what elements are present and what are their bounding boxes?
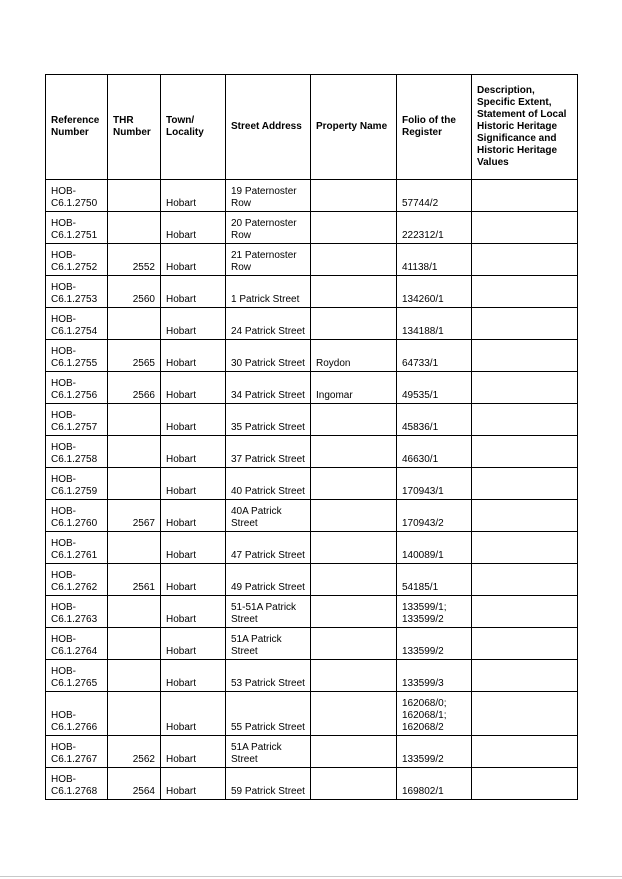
cell-description [472, 180, 578, 212]
cell-town-locality: Hobart [161, 276, 226, 308]
cell-description [472, 436, 578, 468]
table-body [46, 180, 578, 800]
table-row [46, 404, 578, 436]
table-row [46, 276, 578, 308]
cell-reference-number: HOB-C6.1.2758 [46, 436, 108, 468]
cell-property-name [311, 768, 397, 800]
cell-folio: 162068/0; 162068/1; 162068/2 [397, 692, 472, 736]
cell-thr-number: 2564 [108, 768, 161, 800]
cell-folio: 170943/1 [397, 468, 472, 500]
cell-thr-number [108, 596, 161, 628]
cell-property-name [311, 628, 397, 660]
table-row [46, 500, 578, 532]
cell-folio: 134188/1 [397, 308, 472, 340]
table-row [46, 628, 578, 660]
table-row [46, 596, 578, 628]
cell-property-name [311, 180, 397, 212]
cell-town-locality: Hobart [161, 340, 226, 372]
table-row [46, 532, 578, 564]
cell-street-address: 35 Patrick Street [226, 404, 311, 436]
cell-folio: 133599/2 [397, 628, 472, 660]
cell-property-name [311, 692, 397, 736]
cell-street-address: 40 Patrick Street [226, 468, 311, 500]
page-bottom-rule [0, 876, 622, 877]
cell-property-name [311, 736, 397, 768]
cell-street-address: 55 Patrick Street [226, 692, 311, 736]
cell-street-address: 37 Patrick Street [226, 436, 311, 468]
cell-town-locality: Hobart [161, 660, 226, 692]
cell-description [472, 308, 578, 340]
table-row [46, 564, 578, 596]
header-reference-number: Reference Number [46, 75, 108, 180]
cell-reference-number: HOB-C6.1.2750 [46, 180, 108, 212]
table-row [46, 692, 578, 736]
cell-thr-number [108, 660, 161, 692]
header-town-locality: Town/ Locality [161, 75, 226, 180]
cell-town-locality: Hobart [161, 692, 226, 736]
table-row [46, 244, 578, 276]
cell-town-locality: Hobart [161, 308, 226, 340]
cell-reference-number: HOB-C6.1.2765 [46, 660, 108, 692]
cell-description [472, 212, 578, 244]
cell-property-name [311, 244, 397, 276]
header-property-name: Property Name [311, 75, 397, 180]
table-row [46, 212, 578, 244]
cell-property-name [311, 532, 397, 564]
table-row [46, 308, 578, 340]
header-description: Description, Specific Extent, Statement of Local Historic Heritage Significance and Historic Heritage Values [472, 75, 578, 180]
cell-street-address: 30 Patrick Street [226, 340, 311, 372]
header-thr-number: THR Number [108, 75, 161, 180]
cell-description [472, 244, 578, 276]
cell-street-address: 51-51A Patrick Street [226, 596, 311, 628]
cell-thr-number [108, 532, 161, 564]
cell-folio: 45836/1 [397, 404, 472, 436]
cell-street-address: 34 Patrick Street [226, 372, 311, 404]
cell-reference-number: HOB-C6.1.2768 [46, 768, 108, 800]
cell-description [472, 692, 578, 736]
cell-reference-number: HOB-C6.1.2761 [46, 532, 108, 564]
cell-folio: 170943/2 [397, 500, 472, 532]
table-row [46, 180, 578, 212]
cell-folio: 134260/1 [397, 276, 472, 308]
cell-reference-number: HOB-C6.1.2756 [46, 372, 108, 404]
cell-property-name [311, 404, 397, 436]
cell-street-address: 51A Patrick Street [226, 736, 311, 768]
cell-folio: 57744/2 [397, 180, 472, 212]
table-row [46, 768, 578, 800]
table-row [46, 736, 578, 768]
cell-description [472, 500, 578, 532]
cell-town-locality: Hobart [161, 372, 226, 404]
cell-reference-number: HOB-C6.1.2757 [46, 404, 108, 436]
header-street-address: Street Address [226, 75, 311, 180]
cell-description [472, 276, 578, 308]
cell-thr-number: 2560 [108, 276, 161, 308]
cell-folio: 54185/1 [397, 564, 472, 596]
cell-reference-number: HOB-C6.1.2764 [46, 628, 108, 660]
cell-description [472, 404, 578, 436]
cell-description [472, 532, 578, 564]
cell-reference-number: HOB-C6.1.2762 [46, 564, 108, 596]
cell-property-name [311, 500, 397, 532]
table-row [46, 340, 578, 372]
table-header-row [46, 75, 578, 180]
cell-thr-number [108, 468, 161, 500]
cell-reference-number: HOB-C6.1.2754 [46, 308, 108, 340]
cell-property-name [311, 436, 397, 468]
cell-town-locality: Hobart [161, 468, 226, 500]
cell-description [472, 564, 578, 596]
cell-reference-number: HOB-C6.1.2759 [46, 468, 108, 500]
cell-reference-number: HOB-C6.1.2751 [46, 212, 108, 244]
cell-property-name [311, 308, 397, 340]
cell-folio: 222312/1 [397, 212, 472, 244]
cell-street-address: 1 Patrick Street [226, 276, 311, 308]
cell-description [472, 340, 578, 372]
table-row [46, 660, 578, 692]
cell-folio: 133599/1; 133599/2 [397, 596, 472, 628]
table-row [46, 436, 578, 468]
cell-property-name [311, 660, 397, 692]
cell-folio: 41138/1 [397, 244, 472, 276]
table-row [46, 468, 578, 500]
cell-street-address: 21 Paternoster Row [226, 244, 311, 276]
cell-street-address: 24 Patrick Street [226, 308, 311, 340]
cell-property-name [311, 468, 397, 500]
table-row [46, 372, 578, 404]
cell-town-locality: Hobart [161, 180, 226, 212]
cell-thr-number: 2552 [108, 244, 161, 276]
cell-thr-number: 2566 [108, 372, 161, 404]
cell-folio: 64733/1 [397, 340, 472, 372]
cell-folio: 133599/2 [397, 736, 472, 768]
cell-reference-number: HOB-C6.1.2766 [46, 692, 108, 736]
cell-description [472, 628, 578, 660]
cell-town-locality: Hobart [161, 596, 226, 628]
cell-town-locality: Hobart [161, 768, 226, 800]
cell-thr-number [108, 436, 161, 468]
cell-thr-number: 2562 [108, 736, 161, 768]
cell-street-address: 20 Paternoster Row [226, 212, 311, 244]
cell-town-locality: Hobart [161, 736, 226, 768]
cell-folio: 140089/1 [397, 532, 472, 564]
cell-town-locality: Hobart [161, 628, 226, 660]
cell-folio: 49535/1 [397, 372, 472, 404]
header-folio: Folio of the Register [397, 75, 472, 180]
cell-thr-number: 2567 [108, 500, 161, 532]
cell-thr-number [108, 404, 161, 436]
cell-reference-number: HOB-C6.1.2752 [46, 244, 108, 276]
cell-folio: 46630/1 [397, 436, 472, 468]
cell-description [472, 596, 578, 628]
cell-property-name [311, 596, 397, 628]
cell-thr-number: 2561 [108, 564, 161, 596]
cell-description [472, 660, 578, 692]
cell-thr-number: 2565 [108, 340, 161, 372]
cell-reference-number: HOB-C6.1.2753 [46, 276, 108, 308]
cell-description [472, 468, 578, 500]
cell-thr-number [108, 212, 161, 244]
cell-description [472, 768, 578, 800]
cell-town-locality: Hobart [161, 212, 226, 244]
cell-property-name: Ingomar [311, 372, 397, 404]
cell-description [472, 372, 578, 404]
cell-town-locality: Hobart [161, 532, 226, 564]
cell-town-locality: Hobart [161, 404, 226, 436]
cell-description [472, 736, 578, 768]
cell-reference-number: HOB-C6.1.2763 [46, 596, 108, 628]
cell-street-address: 53 Patrick Street [226, 660, 311, 692]
cell-property-name [311, 212, 397, 244]
cell-reference-number: HOB-C6.1.2767 [46, 736, 108, 768]
cell-thr-number [108, 308, 161, 340]
cell-reference-number: HOB-C6.1.2760 [46, 500, 108, 532]
cell-town-locality: Hobart [161, 564, 226, 596]
cell-property-name [311, 276, 397, 308]
cell-folio: 169802/1 [397, 768, 472, 800]
cell-street-address: 47 Patrick Street [226, 532, 311, 564]
heritage-register-table [45, 74, 578, 800]
cell-street-address: 59 Patrick Street [226, 768, 311, 800]
cell-folio: 133599/3 [397, 660, 472, 692]
cell-reference-number: HOB-C6.1.2755 [46, 340, 108, 372]
cell-town-locality: Hobart [161, 436, 226, 468]
cell-thr-number [108, 628, 161, 660]
cell-thr-number [108, 180, 161, 212]
cell-street-address: 19 Paternoster Row [226, 180, 311, 212]
cell-thr-number [108, 692, 161, 736]
cell-property-name: Roydon [311, 340, 397, 372]
cell-street-address: 40A Patrick Street [226, 500, 311, 532]
cell-town-locality: Hobart [161, 244, 226, 276]
cell-street-address: 51A Patrick Street [226, 628, 311, 660]
cell-town-locality: Hobart [161, 500, 226, 532]
cell-street-address: 49 Patrick Street [226, 564, 311, 596]
cell-property-name [311, 564, 397, 596]
